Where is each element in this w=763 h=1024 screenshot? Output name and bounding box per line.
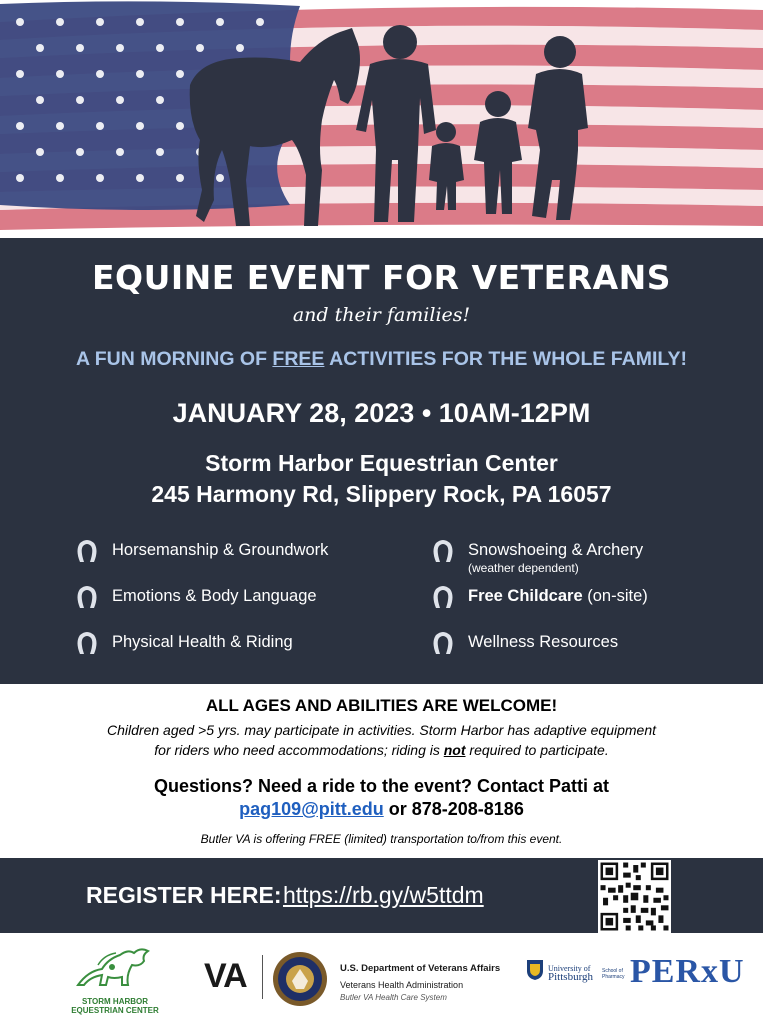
welcome-heading: ALL AGES AND ABILITIES ARE WELCOME! — [205, 696, 558, 715]
event-address: 245 Harmony Rd, Slippery Rock, PA 16057 — [151, 481, 612, 507]
horseshoe-icon — [74, 630, 100, 656]
activity-wellness — [430, 630, 618, 656]
hero-image — [0, 0, 763, 240]
desc-line-2-post: required to participate. — [465, 742, 609, 758]
storm-harbor-logo-text — [60, 997, 170, 1015]
pitt-sub2: Pharmacy — [602, 974, 625, 980]
peru-logo: PERxU — [630, 953, 745, 990]
horseshoe-icon — [430, 630, 456, 656]
childcare-rest: (on-site) — [582, 587, 648, 605]
pitt-school-name — [602, 968, 625, 980]
desc-line-1: Children aged >5 yrs. may participate in activities. Storm Harbor has adaptive equipment — [107, 722, 656, 738]
va-divider — [262, 955, 263, 999]
event-details-panel — [0, 238, 763, 684]
activity-label: Wellness Resources — [468, 633, 619, 651]
horseshoe-icon — [430, 584, 456, 610]
va-department-name: U.S. Department of Veterans Affairs — [340, 963, 501, 974]
horseshoe-icon — [74, 538, 100, 564]
register-banner — [0, 858, 763, 933]
storm-harbor-line1: STORM HARBOR — [81, 997, 149, 1006]
tagline-free: FREE — [272, 348, 325, 370]
weather-note: (weather dependent) — [468, 561, 579, 575]
tagline-pre: A FUN MORNING OF — [75, 348, 273, 370]
contact-phone: or 878-208-8186 — [383, 799, 524, 819]
date-separator: • — [421, 398, 432, 428]
tagline-post: ACTIVITIES FOR THE WHOLE FAMILY! — [324, 348, 687, 370]
contact-email-link[interactable]: pag109@pitt.edu — [239, 799, 384, 819]
pitt-shield-icon — [526, 959, 544, 981]
participation-description — [40, 720, 723, 760]
qr-code[interactable] — [598, 860, 671, 933]
va-butler-name: Butler VA Health Care System — [340, 993, 447, 1002]
event-time: 10AM-12PM — [438, 398, 591, 428]
va-logo-text: VA — [204, 957, 247, 995]
pitt-university-name — [548, 964, 593, 982]
register-link[interactable]: https://rb.gy/w5ttdm — [283, 882, 484, 908]
storm-harbor-line2: EQUESTRIAN CENTER — [71, 1006, 159, 1015]
contact-details — [0, 799, 763, 820]
event-date: JANUARY 28, 2023 — [172, 398, 415, 428]
pitt-line1: University of — [548, 964, 591, 973]
pitt-line2: Pittsburgh — [548, 971, 594, 983]
event-venue: Storm Harbor Equestrian Center — [205, 450, 558, 476]
activity-emotions — [74, 584, 317, 610]
event-subtitle: and their families! — [292, 304, 471, 326]
activity-label — [468, 538, 643, 575]
va-vha-name: Veterans Health Administration — [340, 980, 464, 990]
activity-snowshoeing-text: Snowshoeing & Archery — [468, 541, 644, 559]
activity-childcare — [430, 584, 648, 610]
info-section — [0, 684, 763, 858]
flag-silhouette-illustration — [0, 0, 763, 240]
activity-physical — [74, 630, 293, 656]
va-seal-icon — [272, 951, 328, 1007]
sponsor-logos — [0, 933, 763, 1024]
activity-horsemanship — [74, 538, 328, 564]
activity-label: Horsemanship & Groundwork — [112, 541, 329, 559]
event-title: EQUINE EVENT FOR VETERANS — [91, 258, 672, 297]
contact-question: Questions? Need a ride to the event? Contact Patti at — [153, 776, 610, 796]
event-date-time — [0, 398, 763, 429]
horseshoe-icon — [74, 584, 100, 610]
activity-label: Physical Health & Riding — [112, 633, 293, 651]
desc-not: not — [443, 742, 466, 758]
desc-line-2-pre: for riders who need accommodations; riding is — [154, 742, 444, 758]
horseshoe-icon — [430, 538, 456, 564]
event-tagline — [0, 348, 763, 371]
childcare-bold: Free Childcare — [468, 587, 583, 605]
transportation-note: Butler VA is offering FREE (limited) transportation to/from this event. — [200, 832, 563, 846]
register-label: REGISTER HERE: — [86, 882, 282, 908]
activity-label: Emotions & Body Language — [112, 587, 317, 605]
activity-snowshoeing — [430, 538, 643, 575]
pitt-sub1: School of — [602, 968, 623, 974]
activity-label — [468, 584, 648, 608]
storm-harbor-horse-logo — [68, 941, 158, 997]
